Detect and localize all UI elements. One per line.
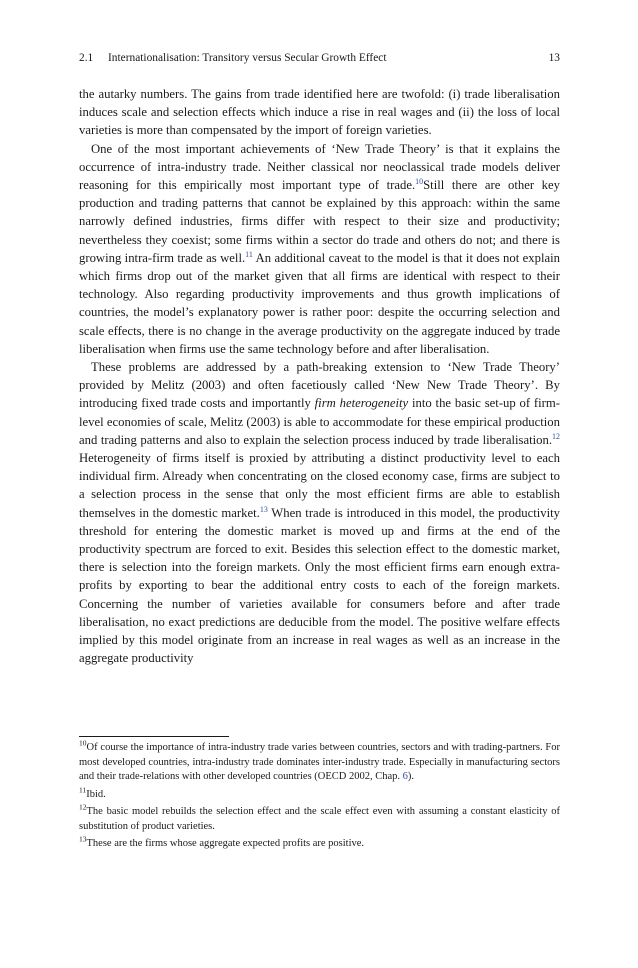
paragraph-1: the autarky numbers. The gains from trade identified here are twofold: (i) trade liberalisation induces scale and selection effects which induce a rise in real wages and (ii) the loss of local varieties is more than compensated by the import of foreign varieties. (79, 87, 560, 138)
running-head (79, 50, 560, 66)
paragraph-3 (79, 358, 560, 667)
footnote-mark: 11 (79, 785, 87, 794)
paragraph-3-text-a: These problems are addressed by a path-breaking extension to ‘New Trade Theory’ provided by Melitz (2003) and often facetiously called ‘New New Trade Theory’. By introducing fixed trade costs and importantly (79, 360, 560, 411)
emphasis-firm-heterogeneity: firm heterogeneity (314, 396, 409, 411)
footnote-text: Ibid. (86, 788, 106, 800)
footnote-10 (79, 738, 560, 785)
paragraph-2-text-b: Still there are other key production and trading patterns that cannot be explained by this approach: within the same narrowly defined industries, firms differ with respect to their size and productivity; nevertheless they coexist; some firms within a sector do trade and others do not; and there is growing intra-firm trade as well. (79, 178, 560, 265)
paragraph-3-text-d: When trade is introduced in this model, the productivity threshold for entering the domestic market is moved up and firms at the end of the productivity spectrum are forced to exit. Besides this selection effect to the domestic market, there is selection into the foreign markets. Only the most efficient firms earn enough extra-profits by exporting to bear the additional entry costs to each of the foreign markets. Concerning the number of varieties available for consumers before and after trade liberalisation, no exact predictions are deducible from the model. The positive welfare effects implied by this model originate from an increase in real wages as well as an increase in the aggregate productivity (79, 505, 560, 666)
running-head-title: Internationalisation: Transitory versus Secular Growth Effect (108, 52, 387, 64)
footnote-11 (79, 785, 560, 803)
paragraph-3-text-b: into the basic set-up of firm-level economies of scale, Melitz (2003) is able to accommodate for these empirical production and trading patterns and also to explain the selection process induced by trade liberalisation. (79, 396, 560, 447)
footnote-mark: 13 (79, 834, 87, 844)
footnote-ref-12[interactable]: 12 (552, 431, 560, 441)
paragraph-3-text-c: Heterogeneity of firms itself is proxied by attributing a distinct productivity level to each individual firm. Already when concentrating on the closed economy case, firms are subject to a selection process in the sense that only the most efficient firms are able to establish themselves in the domestic market. (79, 451, 560, 520)
footnote-12 (79, 802, 560, 834)
page-number: 13 (548, 52, 560, 64)
paragraph-2-text-c: An additional caveat to the model is that it does not explain which firms drop out of the market given that all firms are identical with respect to their technology. Also regarding productivity improvements and thus growth implications of countries, the model’s explanatory power is rather poor: despite the occurring selection and scale effects, there is no change in the average productivity on the aggregate induced by trade liberalisation when firms use the same technology before and after liberalisation. (79, 250, 560, 356)
footnote-mark: 10 (79, 738, 87, 748)
body-text (79, 85, 560, 668)
chapter-link[interactable]: 6 (402, 771, 408, 782)
footnote-text: Of course the importance of intra-industry trade varies between countries, sectors and with trading-partners. For most developed countries, intra-industry trade dominates inter-industry trade. Especially in manufacturing sectors and their trade-relations with other developed countries (OECD 2002, Chap. (79, 742, 560, 782)
footnote-ref-10[interactable]: 10 (415, 176, 424, 186)
footnotes (79, 738, 560, 855)
paragraph-2-text-a: One of the most important achievements of ‘New Trade Theory’ is that it explains the occurrence of intra-industry trade. Neither classical nor neoclassical trade models deliver reasoning for this empirically most important type of trade. (79, 141, 560, 193)
footnote-ref-11[interactable]: 11 (245, 249, 253, 259)
footnote-ref-13[interactable]: 13 (259, 504, 268, 514)
footnote-mark: 12 (79, 802, 87, 812)
footnote-tail: ). (407, 771, 415, 782)
footnote-13 (79, 834, 560, 852)
footnote-text: The basic model rebuilds the selection effect and the scale effect even with assuming a constant elasticity of substitution of product varieties. (79, 806, 560, 832)
section-number: 2.1 (79, 52, 94, 64)
footnote-text: These are the firms whose aggregate expected profits are positive. (86, 838, 365, 849)
paragraph-2 (79, 140, 560, 358)
footnote-divider (79, 736, 229, 737)
